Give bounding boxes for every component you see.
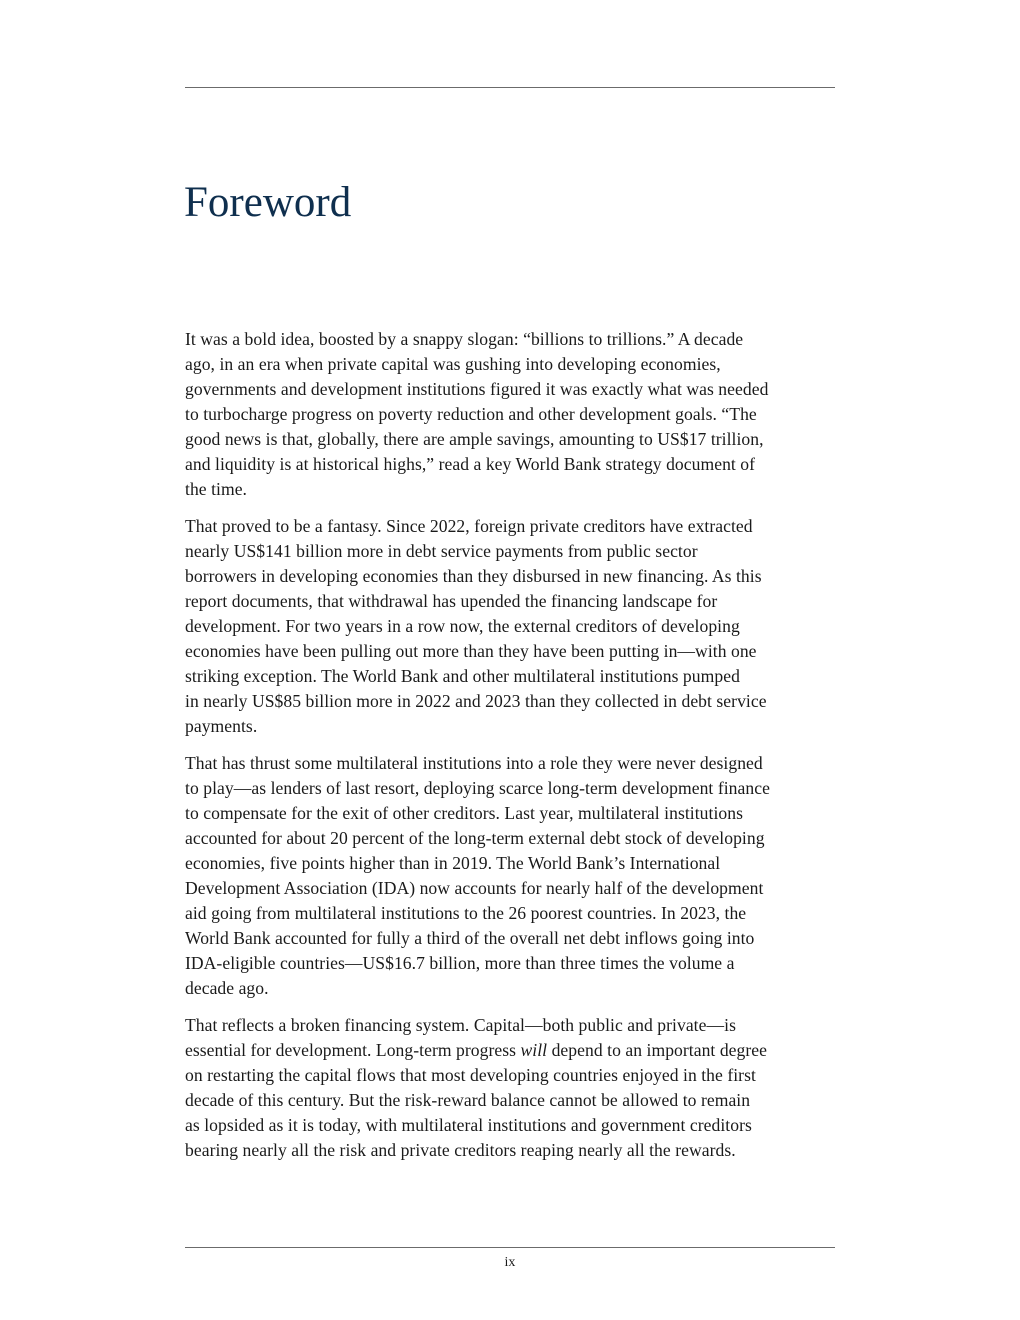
foreword-body: [185, 327, 835, 1175]
text-line: borrowers in developing economies than they disbursed in new financing. As this: [185, 566, 762, 586]
text-line: to play—as lenders of last resort, deploying scarce long-term development finance: [185, 778, 770, 798]
text-line: nearly US$141 billion more in debt service payments from public sector: [185, 541, 698, 561]
text-line: ago, in an era when private capital was gushing into developing economies,: [185, 354, 721, 374]
text-line: aid going from multilateral institutions to the 26 poorest countries. In 2023, the: [185, 903, 747, 923]
paragraph-4: [185, 1013, 835, 1163]
text-line: payments.: [185, 716, 258, 736]
text-line: on restarting the capital flows that most developing countries enjoyed in the first: [185, 1065, 756, 1085]
text-line: That has thrust some multilateral institutions into a role they were never designed: [185, 753, 763, 773]
text-line: economies have been pulling out more than they have been putting in—with one: [185, 641, 757, 661]
footer-rule: [185, 1247, 835, 1248]
text-line: decade ago.: [185, 978, 269, 998]
text-line: That reflects a broken financing system. Capital—both public and private—is: [185, 1015, 736, 1035]
text-line: report documents, that withdrawal has upended the financing landscape for: [185, 591, 718, 611]
text-line: governments and development institutions figured it was exactly what was needed: [185, 379, 769, 399]
text-line: striking exception. The World Bank and other multilateral institutions pumped: [185, 666, 740, 686]
text-line: It was a bold idea, boosted by a snappy slogan: “billions to trillions.” A decade: [185, 329, 744, 349]
text-line: in nearly US$85 billion more in 2022 and 2023 than they collected in debt service: [185, 691, 767, 711]
text-line: the time.: [185, 479, 248, 499]
text-line: bearing nearly all the risk and private creditors reaping nearly all the rewards.: [185, 1140, 736, 1160]
page-number: ix: [504, 1255, 516, 1270]
text-line: development. For two years in a row now, the external creditors of developing: [185, 616, 740, 636]
text-line: decade of this century. But the risk-reward balance cannot be allowed to remain: [185, 1090, 751, 1110]
text-line: good news is that, globally, there are ample savings, amounting to US$17 trillion,: [185, 429, 764, 449]
paragraph-2: [185, 514, 835, 739]
text-line: That proved to be a fantasy. Since 2022, foreign private creditors have extracted: [185, 516, 753, 536]
text-line: IDA-eligible countries—US$16.7 billion, more than three times the volume a: [185, 953, 735, 973]
text-line: to turbocharge progress on poverty reduction and other development goals. “The: [185, 404, 757, 424]
text-run: depend to an important degree: [547, 1040, 768, 1060]
text-line: to compensate for the exit of other creditors. Last year, multilateral institutions: [185, 803, 743, 823]
text-line: accounted for about 20 percent of the long-term external debt stock of developing: [185, 828, 765, 848]
paragraph-1: [185, 327, 835, 502]
text-line: Development Association (IDA) now accounts for nearly half of the development: [185, 878, 764, 898]
text-line: [185, 1038, 835, 1063]
text-line: World Bank accounted for fully a third of the overall net debt inflows going into: [185, 928, 755, 948]
text-line: economies, five points higher than in 2019. The World Bank’s International: [185, 853, 721, 873]
header-rule: [185, 87, 835, 88]
text-line: and liquidity is at historical highs,” read a key World Bank strategy document of: [185, 454, 756, 474]
page-title: Foreword: [184, 179, 352, 226]
text-line: as lopsided as it is today, with multilateral institutions and government creditors: [185, 1115, 752, 1135]
emphasis-text: will: [520, 1040, 548, 1060]
text-run: essential for development. Long-term progress: [185, 1040, 521, 1060]
paragraph-3: [185, 751, 835, 1001]
